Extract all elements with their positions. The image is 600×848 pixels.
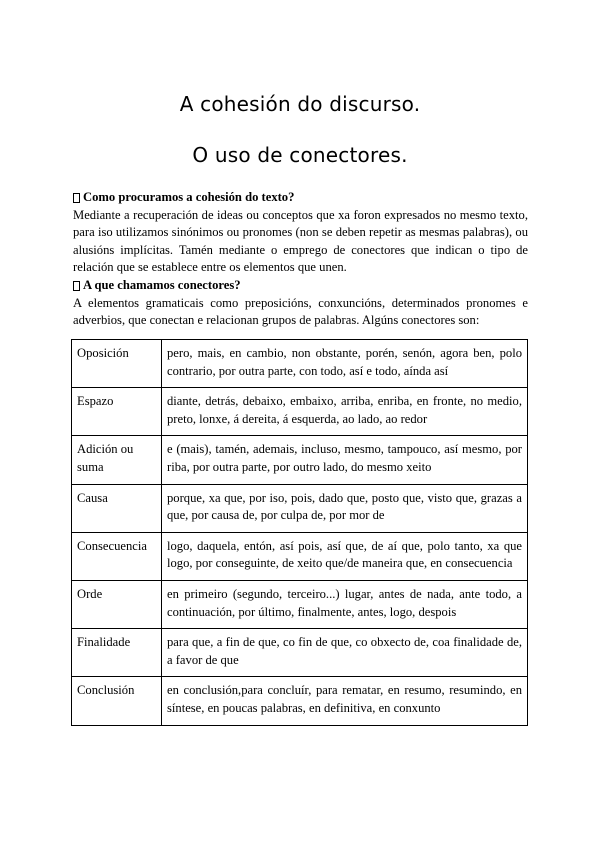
table-row	[72, 388, 528, 436]
row-value: en primeiro (segundo, terceiro...) lugar, antes de nada, ante todo, a continuación, por último, finalmente, antes, logo, despois	[162, 580, 528, 628]
question-cohesion	[73, 189, 528, 207]
question-cohesion-text: Como procuramos a cohesión do texto?	[83, 190, 295, 204]
row-label: Espazo	[72, 388, 162, 436]
connectors-table	[71, 339, 528, 726]
paragraph-connectors: A elementos gramaticais como preposicións, conxuncións, determinados pronomes e adverbios, que conectan e relacionan grupos de palabras. Algúns conectores son:	[73, 295, 528, 328]
intro-section	[73, 189, 528, 330]
document-title: A cohesión do discurso.	[179, 92, 421, 116]
table-row	[72, 629, 528, 677]
row-label: Conclusión	[72, 677, 162, 725]
row-label: Orde	[72, 580, 162, 628]
table-row	[72, 532, 528, 580]
question-connectors	[73, 277, 528, 295]
row-label: Finalidade	[72, 629, 162, 677]
question-connectors-text: A que chamamos conectores?	[83, 277, 241, 292]
document-subtitle: O uso de conectores.	[192, 143, 408, 167]
row-label: Adición ou suma	[72, 436, 162, 484]
row-label: Consecuencia	[72, 532, 162, 580]
row-value: logo, daquela, entón, así pois, así que, de aí que, polo tanto, xa que logo, por conseguinte, de xeito que/de maneira que, en consecuencia	[162, 532, 528, 580]
paragraph-cohesion: Mediante a recuperación de ideas ou conceptos que xa foron expresados no mesmo texto, para iso utilizamos sinónimos ou pronomes (non se deben repetir as mesmas palabras), ou alusións implícitas. Tamén mediante o emprego de conectores que indican o tipo de relación que se establece entre os elementos que unen.	[73, 207, 528, 275]
row-value: pero, mais, en cambio, non obstante, porén, senón, agora ben, polo contrario, por outra parte, con todo, así e todo, aínda así	[162, 340, 528, 388]
row-value: en conclusión,para concluír, para rematar, en resumo, resumindo, en síntese, en poucas palabras, en definitiva, en conxunto	[162, 677, 528, 725]
checkbox-bullet-icon	[73, 281, 80, 291]
checkbox-bullet-icon	[73, 193, 80, 203]
table-row	[72, 484, 528, 532]
table-row	[72, 436, 528, 484]
row-label: Oposición	[72, 340, 162, 388]
table-row	[72, 340, 528, 388]
table-row	[72, 677, 528, 725]
table-row	[72, 580, 528, 628]
row-value: porque, xa que, por iso, pois, dado que, posto que, visto que, grazas a que, por causa de, por culpa de, por mor de	[162, 484, 528, 532]
row-value: diante, detrás, debaixo, embaixo, arriba, enriba, en fronte, no medio, preto, lonxe, á dereita, á esquerda, ao lado, ao redor	[162, 388, 528, 436]
row-value: para que, a fin de que, co fin de que, co obxecto de, coa finalidade de, a favor de que	[162, 629, 528, 677]
row-label: Causa	[72, 484, 162, 532]
row-value: e (mais), tamén, ademais, incluso, mesmo, tampouco, así mesmo, por riba, por outra parte, por outro lado, do mesmo xeito	[162, 436, 528, 484]
